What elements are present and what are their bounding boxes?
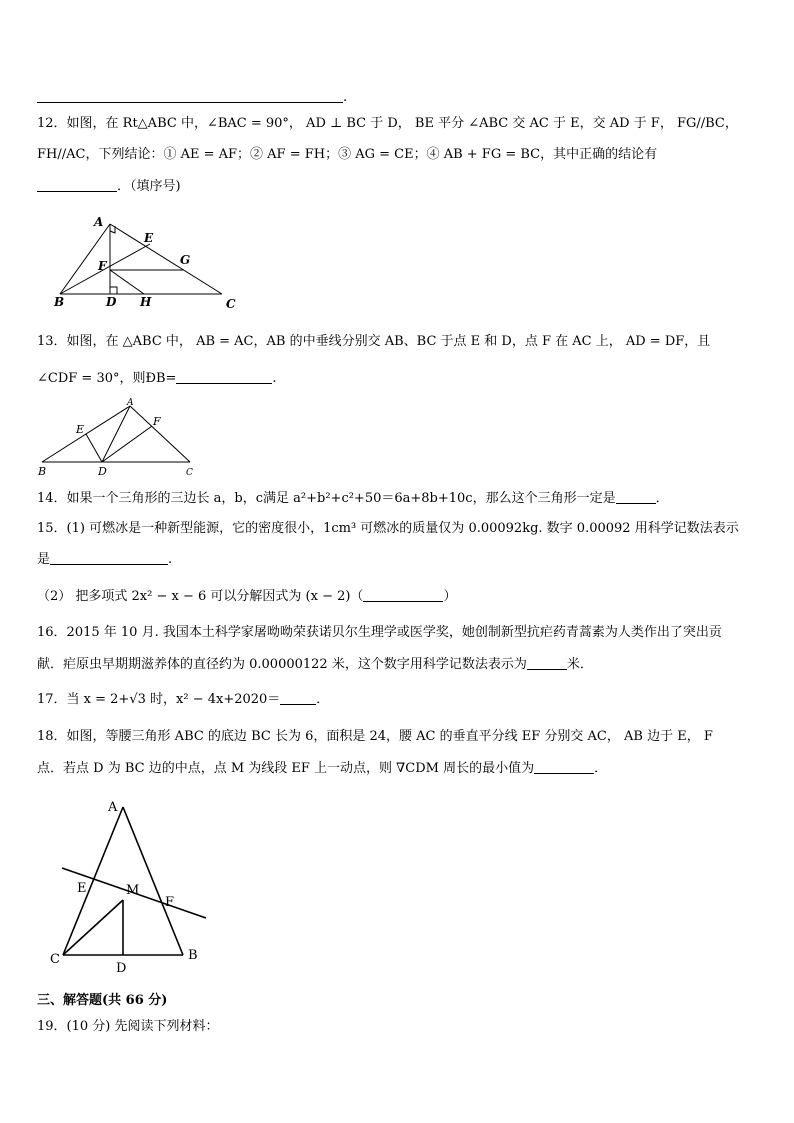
q18-line2 (37, 759, 607, 778)
q12-label-b: B (54, 295, 65, 309)
q13-label-c: C (186, 468, 193, 478)
q18-line1: 18．如图，等腰三角形 ABC 的底边 BC 长为 6，面积是 24，腰 AC 的垂直平分线 EF 分别交 AC， AB 边于 E， F (37, 729, 713, 744)
q15-line2-end: . (168, 552, 173, 567)
q12-label-f: F (98, 259, 107, 273)
q19-line: 19．(10 分) 先阅读下列材料： (37, 1019, 219, 1034)
q17-text: 17．当 x = 2+√3 时，x² − 4x+2020＝ (37, 692, 281, 707)
q13-label-f: F (153, 415, 161, 428)
q13-label-b: B (38, 465, 47, 478)
q18-line2-text: 点．若点 D 为 BC 边的中点，点 M 为线段 EF 上一动点，则 ∇CDM 周长的最小值为 (37, 761, 535, 776)
q18-label-b: B (188, 948, 198, 963)
q12-line3 (37, 177, 181, 196)
q12-label-d: D (106, 295, 117, 309)
period: . (343, 90, 348, 105)
q13-answer-blank (176, 369, 272, 384)
q12-line2: FH//AC，下列结论：① AE = AF；② AF = FH；③ AG = CE；④ AB + FG = BC，其中正确的结论有 (37, 147, 658, 162)
q18-label-d: D (116, 961, 127, 976)
q18-label-a: A (108, 800, 118, 815)
answer-blank (37, 88, 343, 103)
q12-label-h: H (140, 295, 152, 309)
section-heading: 三、解答题(共 66 分) (37, 993, 168, 1008)
q15-part2-text: （2） 把多项式 2x² − x − 6 可以分解因式为 (x − 2)（ (37, 589, 364, 604)
q17-answer-blank (280, 690, 316, 705)
q17-end: ． (316, 692, 330, 707)
q13-triangle-figure (36, 396, 206, 478)
q16-line2 (37, 655, 593, 674)
q15-answer-blank-2 (363, 587, 443, 602)
q12-label-c: C (226, 297, 236, 311)
q18-label-m: M (126, 883, 140, 898)
q13-label-e: E (76, 423, 85, 436)
q12-label-g: G (180, 253, 191, 267)
q13-label-a: A (127, 398, 134, 408)
q14-answer-blank (616, 489, 656, 504)
q18-triangle-figure (44, 795, 214, 985)
q16-answer-blank (527, 655, 567, 670)
q13-line1: 13．如图，在 △ABC 中， AB = AC，AB 的中垂线分别交 AB、BC 于点 E 和 D，点 F 在 AC 上， AD = DF，且 (37, 334, 711, 349)
q13-condition: ∠CDF = 30°，则ÐB= (37, 371, 177, 386)
q16-unit: 米． (566, 657, 593, 672)
q14-line (37, 489, 669, 508)
q18-label-f: F (165, 895, 175, 910)
q18-end: ． (594, 761, 608, 776)
q12-answer-blank (37, 177, 117, 192)
q14-text: 14．如果一个三角形的三边长 a，b，c满足 a²+b²+c²+50＝6a+8b+10c，那么这个三角形一定是 (37, 491, 616, 506)
q15-part2-close: ） (443, 589, 457, 604)
q12-label-a: A (94, 215, 104, 229)
q15-line2-start: 是 (37, 552, 51, 567)
q12-fill-hint: ．（填序号) (117, 179, 181, 194)
q12-label-e: E (144, 231, 154, 245)
q14-end: ． (655, 491, 669, 506)
q18-label-e: E (77, 881, 87, 896)
q16-line1: 16．2015 年 10 月. 我国本土科学家屠呦呦荣获诺贝尔生理学或医学奖，她创制新型抗疟药青蒿素为人类作出了突出贡 (37, 625, 722, 640)
q15-line2 (37, 550, 172, 569)
top-answer-line (37, 88, 347, 107)
q15-answer-blank-1 (50, 550, 168, 565)
q12-triangle-figure (50, 212, 250, 312)
q18-label-c: C (50, 952, 60, 967)
q13-line2 (37, 369, 277, 388)
q15-line1: 15．(1) 可燃冰是一种新型能源，它的密度很小，1cm³ 可燃冰的质量仅为 0.00092kg. 数字 0.00092 用科学记数法表示 (37, 521, 739, 536)
q17-line (37, 690, 329, 709)
q13-period: . (272, 371, 277, 386)
q18-answer-blank (534, 759, 594, 774)
q13-label-d: D (98, 465, 107, 478)
q16-line2-text: 献．疟原虫早期期滋养体的直径约为 0.00000122 米，这个数字用科学记数法表示为 (37, 657, 527, 672)
q15-line3 (37, 587, 456, 606)
q12-line1: 12．如图，在 Rt△ABC 中，∠BAC = 90°， AD ⊥ BC 于 D， BE 平分 ∠ABC 交 AC 于 E，交 AD 于 F， FG//BC， (37, 116, 738, 131)
